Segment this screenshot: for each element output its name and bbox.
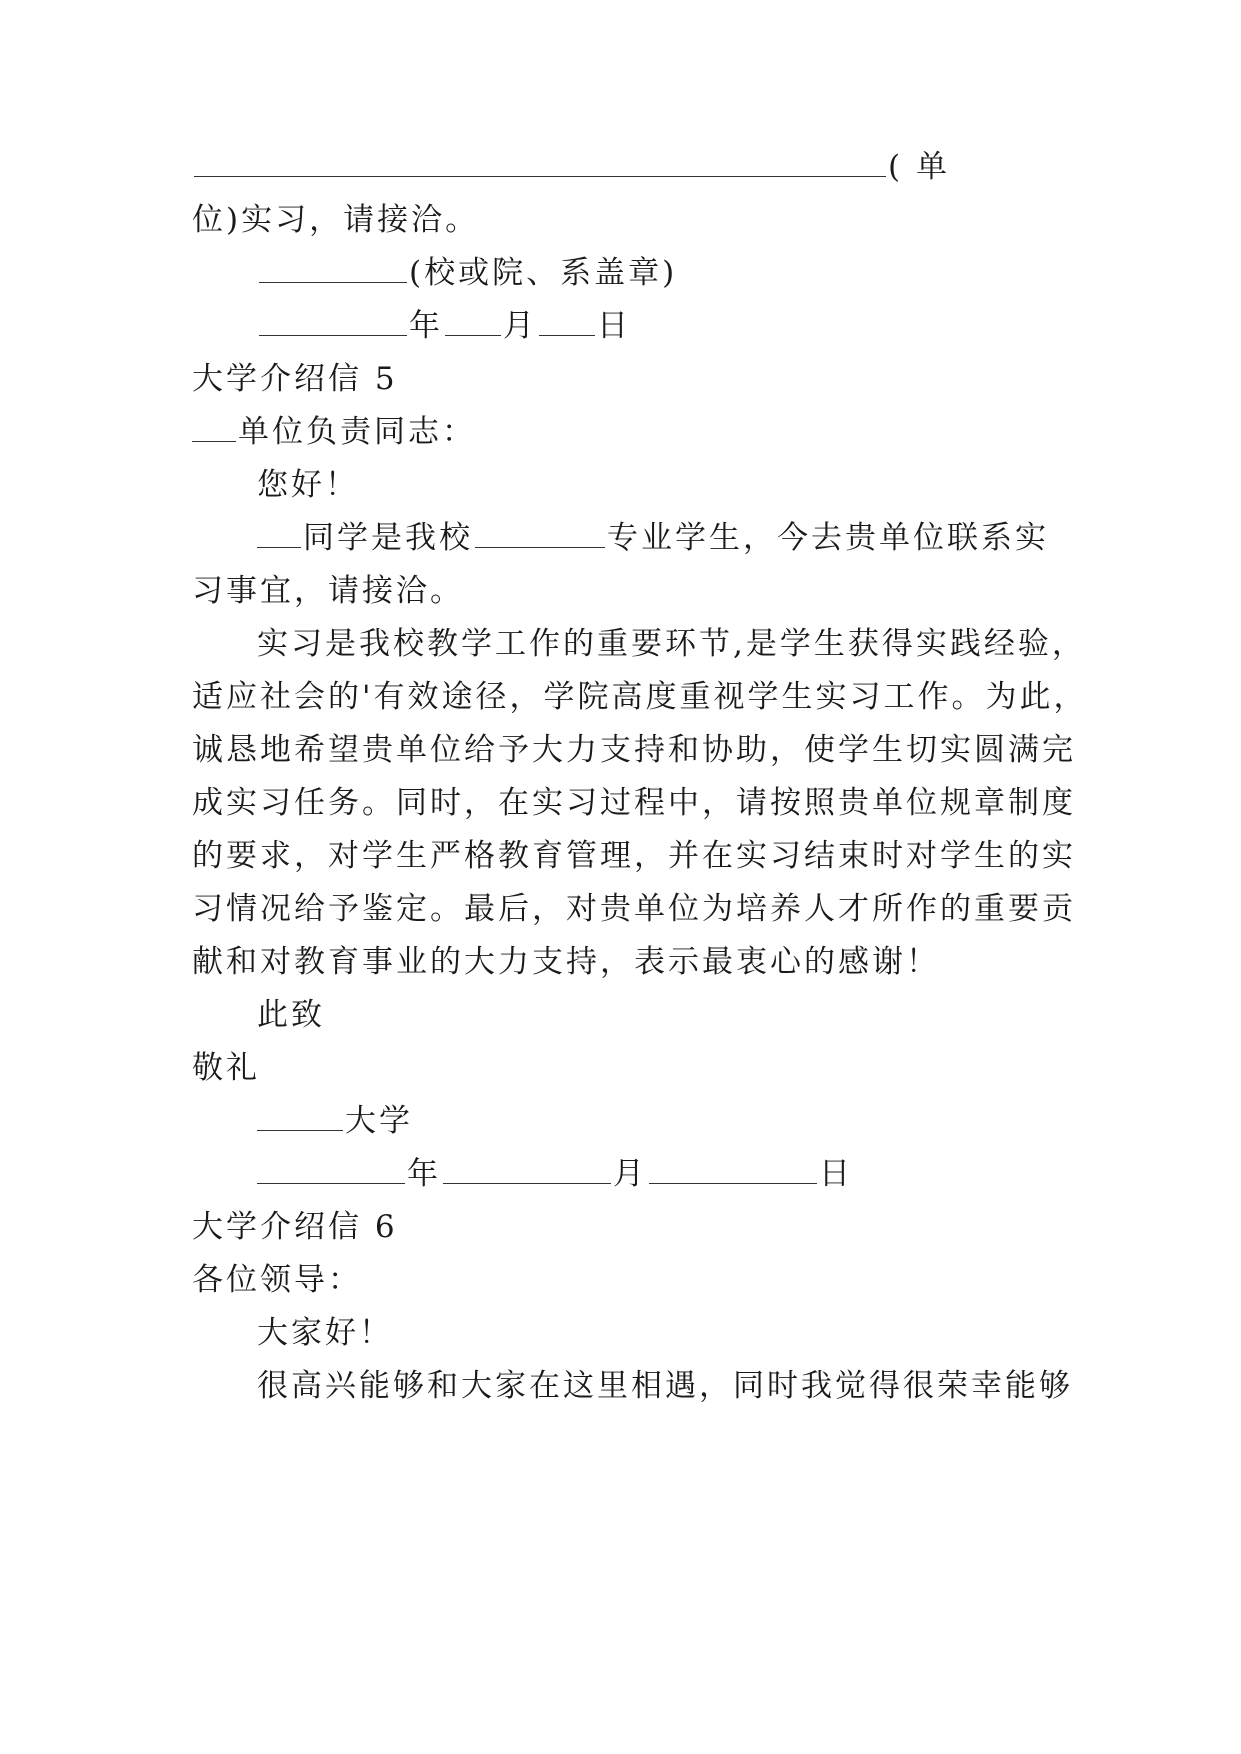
- letter5-paragraph1-line1: [257, 518, 1049, 558]
- signature-label: 大学: [345, 1103, 413, 1139]
- major-blank: [475, 519, 605, 548]
- letter6-heading: 大学介绍信 6: [192, 1209, 398, 1245]
- letter5-heading: 大学介绍信 5: [192, 361, 398, 397]
- student-blank: [257, 519, 301, 548]
- recipient-label: 单位负责同志：: [238, 414, 476, 450]
- year-blank: [259, 307, 407, 336]
- unit-blank: [194, 148, 886, 177]
- letter5-closing-2: 敬礼: [192, 1050, 260, 1086]
- major-label: 专业学生，今去贵单位联系实: [607, 520, 1049, 556]
- month-label: 月: [613, 1156, 647, 1192]
- recipient-blank: [192, 413, 236, 442]
- day-blank: [539, 307, 595, 336]
- letter5-recipient-line: [192, 412, 476, 452]
- day-blank: [649, 1155, 817, 1184]
- month-label: 月: [503, 308, 537, 344]
- date-line-prev: [257, 306, 631, 346]
- letter5-signature-line: [257, 1101, 413, 1141]
- stamp-line: [257, 253, 677, 293]
- student-label: 同学是我校: [303, 520, 473, 556]
- letter6-paragraph1: 很高兴能够和大家在这里相遇，同时我觉得很荣幸能够: [257, 1368, 1073, 1404]
- letter5-body-line: 实习是我校教学工作的重要环节,是学生获得实践经验，: [257, 626, 1086, 662]
- letter5-paragraph1-line2: 习事宜，请接洽。: [192, 573, 464, 609]
- letter5-date-line: [257, 1154, 853, 1194]
- school-blank: [257, 1102, 343, 1131]
- year-label: 年: [407, 1156, 441, 1192]
- letter6-greeting: 大家好！: [257, 1315, 393, 1351]
- letter6-recipient: 各位领导：: [192, 1262, 362, 1298]
- letter5-body-line: 成实习任务。同时，在实习过程中，请按照贵单位规章制度: [192, 785, 1076, 821]
- unit-line: [192, 147, 950, 187]
- unit-label: ( 单: [888, 149, 950, 185]
- year-label: 年: [409, 308, 443, 344]
- letter5-body-line: 献和对教育事业的大力支持，表示最衷心的感谢！: [192, 944, 940, 980]
- letter5-body-line: 的要求，对学生严格教育管理，并在实习结束时对学生的实: [192, 838, 1076, 874]
- unit-line-continued: 位)实习，请接洽。: [192, 202, 480, 238]
- letter5-body-line: 习情况给予鉴定。最后，对贵单位为培养人才所作的重要贡: [192, 891, 1076, 927]
- letter5-closing-1: 此致: [257, 997, 325, 1033]
- month-blank: [443, 1155, 611, 1184]
- month-blank: [445, 307, 501, 336]
- stamp-blank: [259, 254, 407, 283]
- stamp-label: (校或院、系盖章): [409, 255, 678, 291]
- letter5-body-line: 诚恳地希望贵单位给予大力支持和协助，使学生切实圆满完: [192, 732, 1076, 768]
- letter5-body-line: 适应社会的'有效途径，学院高度重视学生实习工作。为此，: [192, 679, 1088, 715]
- day-label: 日: [597, 308, 631, 344]
- year-blank: [257, 1155, 405, 1184]
- letter5-greeting: 您好！: [257, 467, 359, 503]
- day-label: 日: [819, 1156, 853, 1192]
